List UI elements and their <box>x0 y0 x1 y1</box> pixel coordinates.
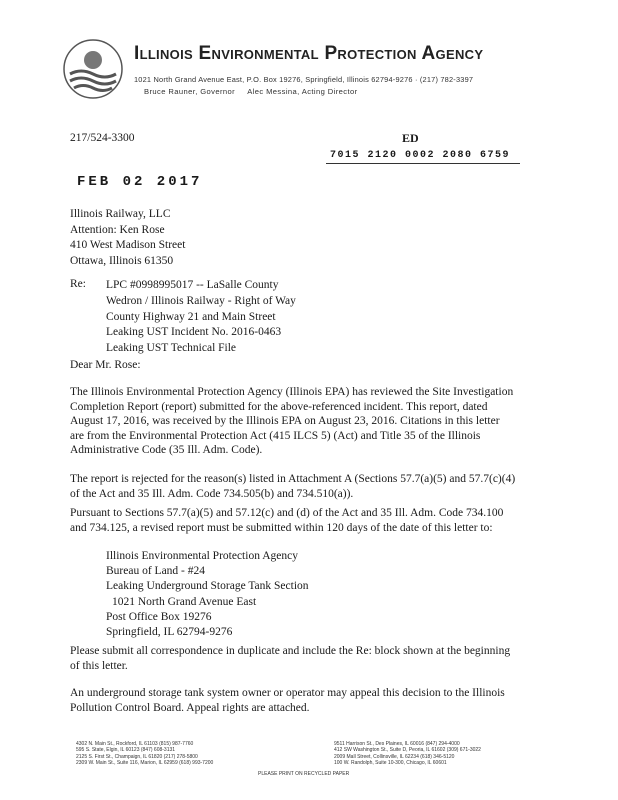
body-line: August 17, 2016, was received by the Illinois EPA on August 23, 2016. Citations in this letter <box>70 415 500 428</box>
footer-line: 4302 N. Main St., Rockford, IL 61103 (815) 987-7760 <box>76 741 194 747</box>
mail-to-line: Bureau of Land - #24 <box>106 565 205 578</box>
letterhead-address: 1021 North Grand Avenue East, P.O. Box 19276, Springfield, Illinois 62794-9276 · (217) 782-3397 <box>134 75 474 84</box>
addressee-line: Attention: Ken Rose <box>70 223 165 236</box>
body-line: An underground storage tank system owner or operator may appeal this decision to the Illinois <box>70 687 505 699</box>
body-line: and 734.125, a revised report must be submitted within 120 days of the date of this letter to: <box>70 522 493 534</box>
mail-to-line: Illinois Environmental Protection Agency <box>106 550 298 562</box>
body-line: The Illinois Environmental Protection Agency (Illinois EPA) has reviewed the Site Investigation <box>70 386 514 398</box>
paragraph-resubmission <box>70 506 503 536</box>
re-line: Leaking UST Technical File <box>106 342 237 355</box>
footer-offices-left <box>76 741 213 766</box>
certified-mail-number: 7015 2120 0002 2080 6759 <box>330 150 511 161</box>
addressee-line: Illinois Railway, LLC <box>70 208 171 220</box>
footer-line: 2009 Mall Street, Collinsville, IL 62234 (618) 346-5120 <box>334 753 455 760</box>
paragraph-intro <box>70 385 513 458</box>
mail-to-line: Leaking Underground Storage Tank Section <box>106 580 309 593</box>
salutation: Dear Mr. Rose: <box>70 359 141 371</box>
phone-number: 217/524-3300 <box>70 132 135 144</box>
addressee-line: Ottawa, Illinois 61350 <box>70 254 174 267</box>
mail-to-line: 1021 North Grand Avenue East <box>112 595 257 608</box>
body-line: are from the Environmental Protection Act (415 ILCS 5) (Act) and Title 35 of the Illinois <box>70 429 481 442</box>
mail-to-line: Springfield, IL 62794-9276 <box>106 626 233 639</box>
body-line: of this letter. <box>70 660 128 672</box>
footer-line: 2309 W. Main St., Suite 116, Marion, IL 62959 (618) 993-7200 <box>76 759 214 766</box>
paragraph-appeal <box>70 686 505 716</box>
governor-name: Bruce Rauner, Governor <box>144 87 236 96</box>
mail-to-line: Post Office Box 19276 <box>106 610 212 623</box>
body-line: Pursuant to Sections 57.7(a)(5) and 57.12(c) and (d) of the Act and 35 Ill. Adm. Code 734.100 <box>70 507 504 519</box>
footer-line: 2125 S. First St., Champaign, IL 61820 (217) 278-5800 <box>76 753 198 760</box>
agency-logo <box>62 38 124 100</box>
body-line: Administrative Code (35 Ill. Adm. Code). <box>70 444 263 457</box>
footer-line: 100 W. Randolph, Suite 10-300, Chicago, IL 60601 <box>334 759 447 766</box>
director-name: Alec Messina, Acting Director <box>247 87 358 96</box>
paragraph-rejection <box>70 472 515 502</box>
date-stamp: FEB 02 2017 <box>77 174 203 190</box>
body-line: Completion Report (report) submitted for the above-referenced incident. This report, dated <box>70 400 488 413</box>
re-block <box>106 278 296 357</box>
letterhead-officials <box>144 87 368 96</box>
footer-line: 595 S. State, Elgin, IL 60123 (847) 608-3131 <box>76 747 176 754</box>
body-line: Pollution Control Board. Appeal rights are attached. <box>70 702 310 714</box>
body-line: Please submit all correspondence in duplicate and include the Re: block shown at the beginning <box>70 645 511 657</box>
addressee-block <box>70 207 185 269</box>
certified-mail-label: ED <box>402 131 419 145</box>
certified-underline <box>326 163 520 164</box>
footer-line: 9511 Harrison St., Des Plaines, IL 60016 (847) 294-4000 <box>334 741 460 747</box>
footer-offices-right <box>334 741 481 766</box>
re-line: Leaking UST Incident No. 2016-0463 <box>106 326 282 339</box>
re-line: County Highway 21 and Main Street <box>106 310 276 323</box>
paragraph-correspondence <box>70 644 510 674</box>
footer-line: 412 SW Washington St., Suite D, Peoria, IL 61602 (309) 671-3022 <box>334 747 481 754</box>
footer-recycled-note: PLEASE PRINT ON RECYCLED PAPER <box>258 771 350 777</box>
re-label: Re: <box>70 278 86 290</box>
re-line: LPC #0998995017 -- LaSalle County <box>106 279 279 291</box>
addressee-line: 410 West Madison Street <box>70 239 186 251</box>
agency-name: Illinois Environmental Protection Agency <box>134 43 484 64</box>
mail-to-address <box>106 549 309 640</box>
re-line: Wedron / Illinois Railway - Right of Way <box>106 294 296 307</box>
body-line: of the Act and 35 Ill. Adm. Code 734.505(b) and 734.510(a)). <box>70 488 354 500</box>
body-line: The report is rejected for the reason(s) listed in Attachment A (Sections 57.7(a)(5) and 57.7(c)(4) <box>70 473 516 485</box>
